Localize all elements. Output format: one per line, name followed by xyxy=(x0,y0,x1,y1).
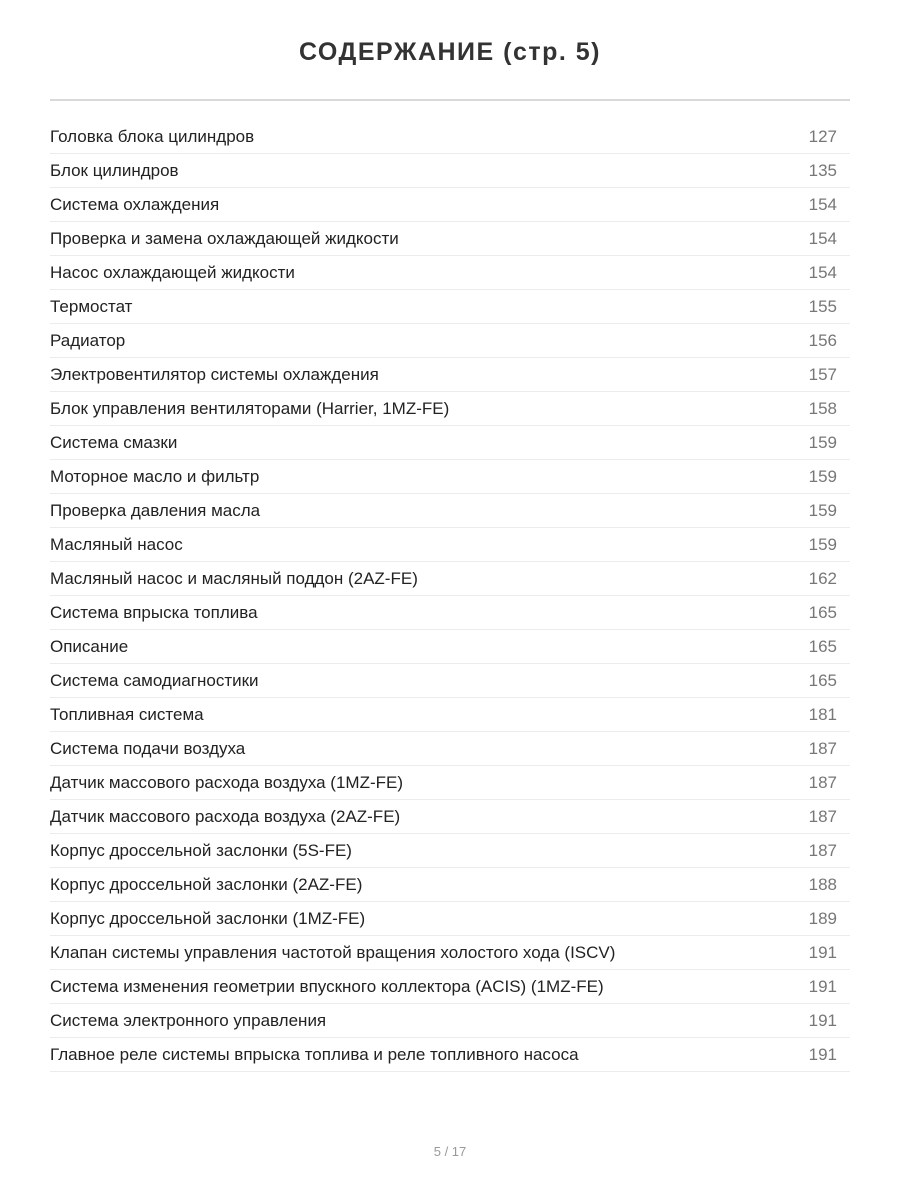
toc-entry[interactable] xyxy=(50,1004,850,1038)
toc-entry-title: Проверка давления масла xyxy=(50,500,261,520)
title-divider xyxy=(50,99,850,101)
toc-entry-page-number: 157 xyxy=(808,364,837,384)
toc-entry[interactable] xyxy=(50,392,850,426)
toc-entry-title: Термостат xyxy=(50,296,133,316)
toc-entry-title: Система охлаждения xyxy=(50,194,220,214)
toc-entry[interactable] xyxy=(50,154,850,188)
page-title: СОДЕРЖАНИЕ (стр. 5) xyxy=(298,38,602,66)
toc-entry-page-number: 187 xyxy=(808,840,837,860)
toc-entry[interactable] xyxy=(50,766,850,800)
toc-entry-title: Электровентилятор системы охлаждения xyxy=(50,364,379,384)
toc-entry[interactable] xyxy=(50,120,850,154)
toc-entry-title: Корпус дроссельной заслонки (1MZ-FE) xyxy=(50,908,366,928)
toc-entry-page-number: 188 xyxy=(808,874,837,894)
toc-entry-page-number: 135 xyxy=(808,160,837,180)
toc-entry[interactable] xyxy=(50,256,850,290)
toc-list xyxy=(50,120,850,1072)
toc-entry-title: Насос охлаждающей жидкости xyxy=(50,262,295,282)
toc-entry-title: Датчик массового расхода воздуха (1MZ-FE) xyxy=(50,772,404,792)
toc-entry-title: Клапан системы управления частотой вращения холостого хода (ISCV) xyxy=(50,942,616,962)
toc-entry-page-number: 154 xyxy=(808,194,837,214)
toc-entry-page-number: 187 xyxy=(808,806,837,826)
toc-entry-title: Радиатор xyxy=(50,330,126,350)
toc-entry-title: Описание xyxy=(50,636,129,656)
toc-entry[interactable] xyxy=(50,324,850,358)
toc-entry[interactable] xyxy=(50,698,850,732)
toc-entry-page-number: 156 xyxy=(808,330,837,350)
toc-entry-page-number: 154 xyxy=(808,228,837,248)
toc-entry[interactable] xyxy=(50,936,850,970)
toc-entry-title: Блок управления вентиляторами (Harrier, 1MZ-FE) xyxy=(50,398,450,418)
toc-entry[interactable] xyxy=(50,596,850,630)
toc-entry[interactable] xyxy=(50,664,850,698)
toc-entry-title: Топливная система xyxy=(50,704,204,724)
toc-entry-title: Система подачи воздуха xyxy=(50,738,246,758)
toc-entry[interactable] xyxy=(50,222,850,256)
toc-entry[interactable] xyxy=(50,494,850,528)
toc-entry[interactable] xyxy=(50,290,850,324)
toc-entry-page-number: 162 xyxy=(808,568,837,588)
toc-entry[interactable] xyxy=(50,834,850,868)
toc-entry-title: Датчик массового расхода воздуха (2AZ-FE) xyxy=(50,806,401,826)
toc-entry-page-number: 159 xyxy=(808,466,837,486)
toc-entry-page-number: 187 xyxy=(808,772,837,792)
toc-entry-page-number: 127 xyxy=(808,126,837,146)
toc-entry-title: Корпус дроссельной заслонки (2AZ-FE) xyxy=(50,874,363,894)
toc-entry-title: Блок цилиндров xyxy=(50,160,179,180)
toc-entry-page-number: 158 xyxy=(808,398,837,418)
toc-entry-page-number: 191 xyxy=(808,1044,837,1064)
toc-entry-page-number: 159 xyxy=(808,500,837,520)
toc-entry-title: Головка блока цилиндров xyxy=(50,126,255,146)
toc-entry-title: Моторное масло и фильтр xyxy=(50,466,260,486)
toc-entry-page-number: 191 xyxy=(808,976,837,996)
toc-entry[interactable] xyxy=(50,562,850,596)
toc-entry[interactable] xyxy=(50,970,850,1004)
toc-entry-title: Проверка и замена охлаждающей жидкости xyxy=(50,228,399,248)
toc-entry-title: Корпус дроссельной заслонки (5S-FE) xyxy=(50,840,352,860)
toc-entry[interactable] xyxy=(50,460,850,494)
toc-entry-title: Система впрыска топлива xyxy=(50,602,258,622)
toc-entry-page-number: 187 xyxy=(808,738,837,758)
toc-entry[interactable] xyxy=(50,902,850,936)
toc-entry[interactable] xyxy=(50,528,850,562)
toc-entry[interactable] xyxy=(50,630,850,664)
toc-entry[interactable] xyxy=(50,358,850,392)
toc-entry-page-number: 165 xyxy=(808,636,837,656)
toc-entry-page-number: 189 xyxy=(808,908,837,928)
toc-entry-title: Масляный насос xyxy=(50,534,183,554)
toc-entry-title: Система изменения геометрии впускного коллектора (ACIS) (1MZ-FE) xyxy=(50,976,604,996)
toc-entry-title: Система электронного управления xyxy=(50,1010,327,1030)
toc-entry[interactable] xyxy=(50,732,850,766)
toc-entry-page-number: 191 xyxy=(808,1010,837,1030)
page-indicator: 5 / 17 xyxy=(433,1144,467,1159)
toc-entry-page-number: 191 xyxy=(808,942,837,962)
toc-entry-page-number: 165 xyxy=(808,670,837,690)
toc-entry-title: Главное реле системы впрыска топлива и реле топливного насоса xyxy=(50,1044,579,1064)
toc-entry-page-number: 159 xyxy=(808,534,837,554)
toc-entry-title: Система самодиагностики xyxy=(50,670,259,690)
toc-entry-title: Масляный насос и масляный поддон (2AZ-FE) xyxy=(50,568,418,588)
toc-entry[interactable] xyxy=(50,1038,850,1072)
toc-entry-page-number: 155 xyxy=(808,296,837,316)
toc-entry[interactable] xyxy=(50,426,850,460)
toc-entry-page-number: 154 xyxy=(808,262,837,282)
toc-entry-page-number: 159 xyxy=(808,432,837,452)
toc-entry-title: Система смазки xyxy=(50,432,178,452)
toc-entry-page-number: 165 xyxy=(808,602,837,622)
toc-entry[interactable] xyxy=(50,868,850,902)
toc-entry-page-number: 181 xyxy=(808,704,837,724)
toc-entry[interactable] xyxy=(50,800,850,834)
toc-entry[interactable] xyxy=(50,188,850,222)
